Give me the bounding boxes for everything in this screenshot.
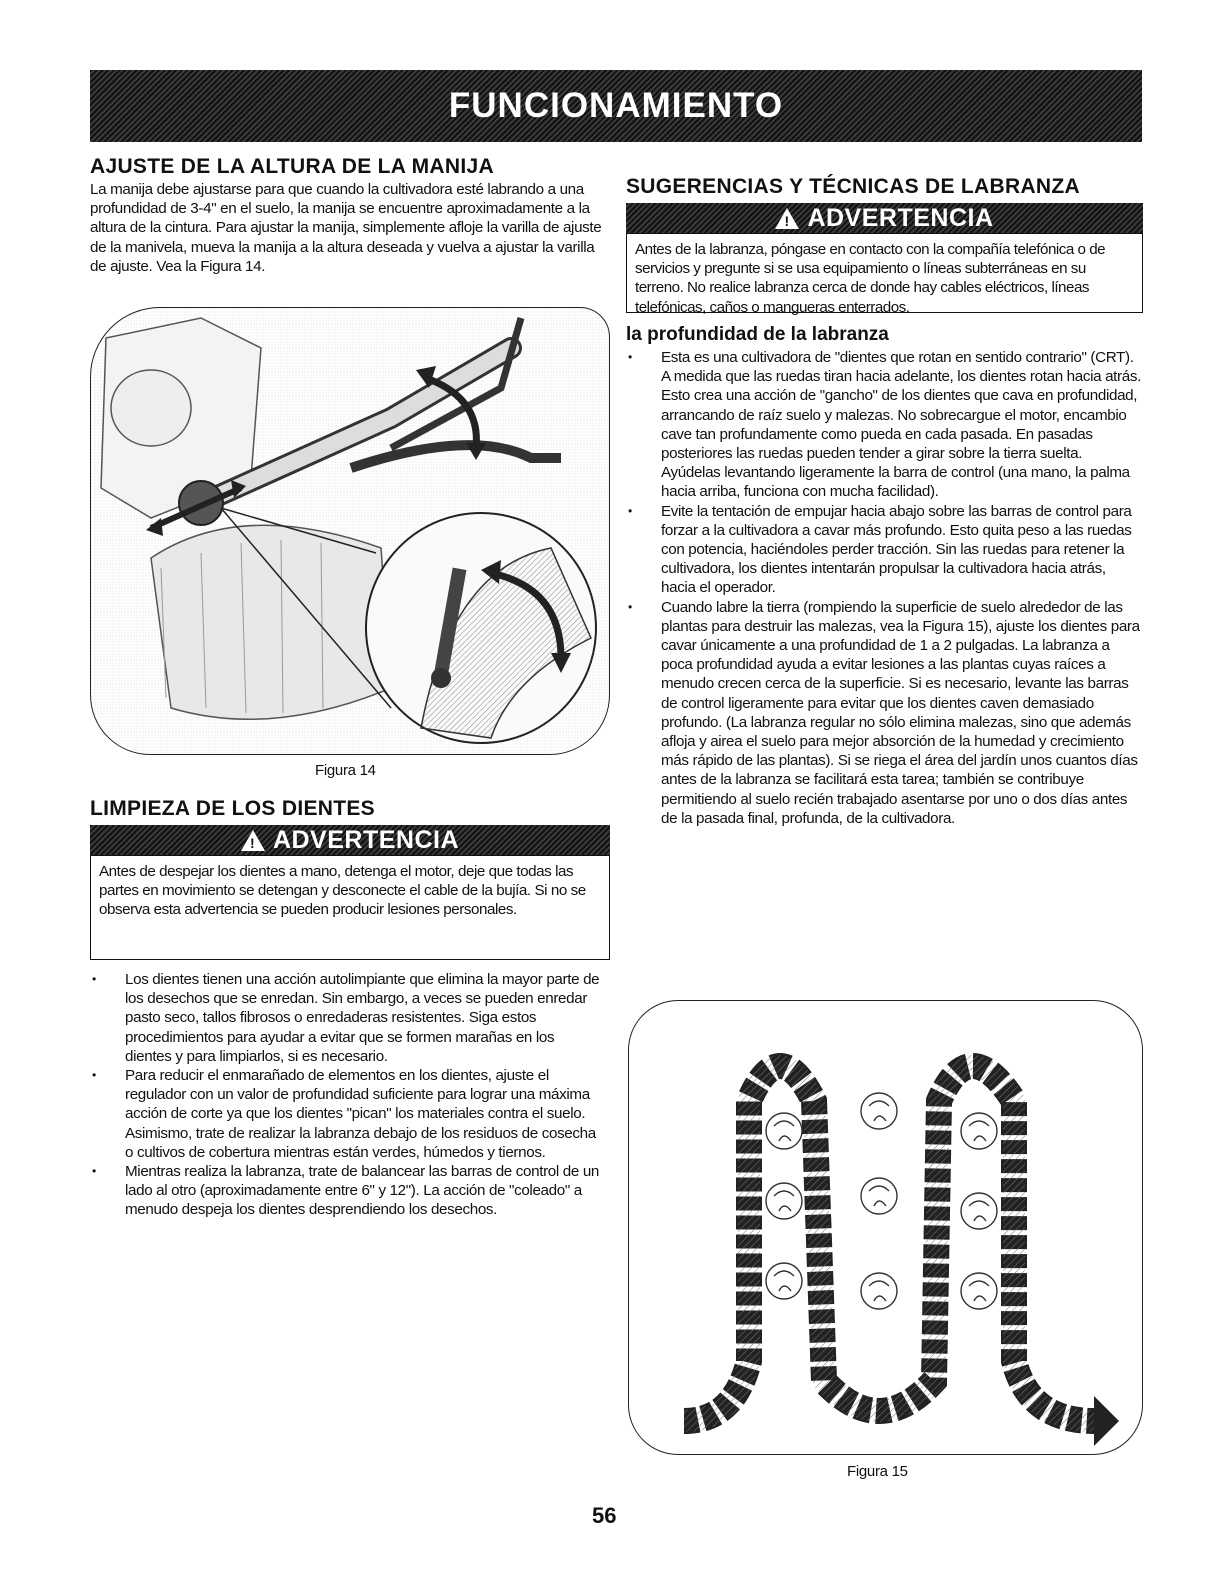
figure-15-caption: Figura 15 <box>847 1463 908 1480</box>
warning-icon <box>775 208 799 229</box>
section-heading-handle-height: AJUSTE DE LA ALTURA DE LA MANIJA <box>90 155 494 178</box>
page-number: 56 <box>592 1503 617 1528</box>
warning-icon <box>241 830 265 851</box>
tiller-handle-illustration <box>91 308 610 755</box>
warning-box-left: Antes de despejar los dientes a mano, detenga el motor, deje que todas las partes en movimiento se detengan y desconecte el cable de la bujía. Si no se observa esta advertencia se pueden producir lesiones personales. <box>90 855 610 960</box>
figure-15 <box>628 1000 1143 1455</box>
list-item: • Evite la tentación de empujar hacia abajo sobre las barras de control para forzar a la cultivadora a cavar más profundo. Esto quita peso a las ruedas con potencia, haciéndoles perder tracción. Sin las ruedas para retener la cultivadora, los dientes intentarán propulsar la cultivadora hacia atrás, hacia el operador. <box>626 502 1141 598</box>
figure-14-caption: Figura 14 <box>315 762 376 779</box>
list-item: • Para reducir el enmarañado de elementos en los dientes, ajuste el regulador con un valor de profundidad suficiente para lograr una máxima acción de corte ya que los dientes "pican" los materiales contra el suelo. Asimismo, trate de realizar la labranza debajo de los residuos de cosecha o cultivos de cobertura mientras están verdes, húmedos y tiernos. <box>90 1066 600 1162</box>
section-body-handle-height: La manija debe ajustarse para que cuando la cultivadora esté labrando a una profundidad de 3-4" en el suelo, la manija se encuentre aproximadamente a la altura de la cintura. Para ajustar la manija, simplemente afloje la varilla de ajuste de la manivela, mueva la manija a la altura deseada y vuelva a ajustar la varilla de ajuste. Vea la Figura 14. <box>90 181 602 275</box>
subheading-tilling-depth: la profundidad de la labranza <box>626 324 889 345</box>
page-banner <box>90 70 1142 142</box>
banner-title: FUNCIONAMIENTO <box>448 86 784 125</box>
tine-cleaning-list <box>90 970 600 1220</box>
list-item: • Esta es una cultivadora de "dientes que rotan en sentido contrario" (CRT). A medida que las ruedas tiran hacia adelante, los dientes rotan hacia atrás. Esto crea una acción de "gancho" de los dientes que cava en profundidad, arrancando de raíz suelo y malezas. No sobrecargue el motor, encambio cave tan profundamente como pueda en cada pasada. En pasadas posteriores las ruedas pueden tender a girar sobre la tierra suelta. Ayúdelas levantando ligeramente la barra de control (una mano, la palma hacia arriba, funciona con mucha facilidad). <box>626 348 1141 502</box>
section-heading-tine-cleaning: LIMPIEZA DE LOS DIENTES <box>90 797 375 820</box>
list-item: • Mientras realiza la labranza, trate de balancear las barras de control de un lado al otro (aproximadamente entre 6" y 12"). La acción de "coleado" a menudo despeja los dientes desprendiendo los desechos. <box>90 1162 600 1220</box>
list-item: • Cuando labre la tierra (rompiendo la superficie de suelo alrededor de las plantas para destruir las malezas, vea la Figura 15), ajuste los dientes para cavar únicamente a una profundidad de 1 a 2 pulgadas. La labranza a poca profundidad ayuda a evitar lesiones a las plantas cuyas raíces a menudo crecen cerca de la superficie. Si es necesario, levante las barras de control ligeramente para evitar que los dientes caven demasiado profundo. (La labranza regular no sólo elimina malezas, sino que además afloja y airea el suelo para mejor absorción de la humedad y crecimiento más rápido de las plantas). Si se riega el área del jardín unos cuantos días antes de la labranza se facilitará esta tarea; también se contribuye permitiendo al suelo recién trabajado asentarse por uno o dos días antes de la pasada final, profunda, de la cultivadora. <box>626 598 1141 828</box>
section-heading-tilling-tips: SUGERENCIAS Y TÉCNICAS DE LABRANZA <box>626 175 1080 198</box>
warning-title-right: ADVERTENCIA <box>807 203 994 232</box>
figure-14 <box>90 307 610 755</box>
warning-title-left: ADVERTENCIA <box>272 825 460 854</box>
tilling-depth-list <box>626 348 1141 828</box>
cultivation-path-diagram <box>629 1001 1143 1455</box>
list-item: • Los dientes tienen una acción autolimpiante que elimina la mayor parte de los desechos que se enredan. Sin embargo, a veces se pueden enredar pasto seco, tallos fibrosos o enredaderas resistentes. Siga estos procedimientos para ayudar a evitar que se formen marañas en los dientes y para limpiarlos, si es necesario. <box>90 970 600 1066</box>
warning-box-right: Antes de la labranza, póngase en contacto con la compañía telefónica o de servicios y pregunte si se usa equipamiento o líneas subterráneas en su terreno. No realice labranza cerca de donde hay cables eléctricos, líneas telefónicas, caños o mangueras enterrados. <box>626 233 1143 313</box>
warning-header-left <box>90 825 610 855</box>
warning-header-right <box>626 203 1143 233</box>
